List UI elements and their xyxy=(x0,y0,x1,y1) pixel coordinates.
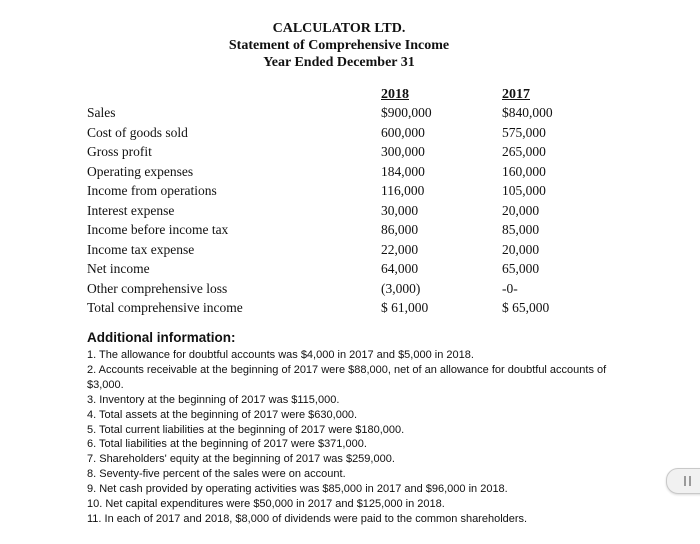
additional-info-list xyxy=(87,348,632,527)
value-2018: $900,000 xyxy=(381,105,432,120)
additional-info-title: Additional information: xyxy=(87,330,236,345)
list-item: 9. Net cash provided by operating activities was $85,000 in 2017 and $96,000 in 2018. xyxy=(87,483,508,496)
value-2018: 64,000 xyxy=(381,261,419,276)
table-row xyxy=(0,164,700,183)
column-header-2018: 2018 xyxy=(381,87,409,102)
row-label: Interest expense xyxy=(87,202,175,218)
table-row xyxy=(0,125,700,144)
value-2018: 300,000 xyxy=(381,144,425,159)
list-item: 6. Total liabilities at the beginning of 2017 were $371,000. xyxy=(87,438,367,451)
list-item: 8. Seventy-five percent of the sales were on account. xyxy=(87,468,346,481)
value-2017: 20,000 xyxy=(502,241,540,257)
value-2017: $840,000 xyxy=(502,105,553,120)
table-row xyxy=(0,144,700,163)
row-label: Operating expenses xyxy=(87,163,194,179)
column-header-2017: 2017 xyxy=(502,87,530,102)
row-label: Income from operations xyxy=(87,183,217,198)
table-row xyxy=(0,183,700,202)
value-2017: 65,000 xyxy=(502,261,540,276)
row-label: Cost of goods sold xyxy=(87,124,188,140)
row-label: Gross profit xyxy=(87,144,152,159)
value-2017: 265,000 xyxy=(502,144,546,159)
value-2018: (3,000) xyxy=(381,280,421,296)
handle-bar-right xyxy=(689,476,691,486)
row-label: Other comprehensive loss xyxy=(87,280,228,296)
list-item: 5. Total current liabilities at the beginning of 2017 were $180,000. xyxy=(87,423,405,436)
value-2018: 30,000 xyxy=(381,202,419,218)
table-row xyxy=(0,222,700,241)
value-2018: 86,000 xyxy=(381,222,419,237)
pause-handle-icon[interactable] xyxy=(666,468,700,494)
value-2017: 160,000 xyxy=(502,163,546,179)
value-2018: $ 61,000 xyxy=(381,300,429,315)
row-label: Income before income tax xyxy=(87,222,229,237)
row-label: Income tax expense xyxy=(87,241,195,257)
handle-bar-left xyxy=(684,476,686,486)
statement-title: Statement of Comprehensive Income xyxy=(228,38,450,53)
row-label: Total comprehensive income xyxy=(87,300,243,315)
value-2017: $ 65,000 xyxy=(502,300,550,315)
list-item: 3. Inventory at the beginning of 2017 was $115,000. xyxy=(87,393,340,406)
table-row xyxy=(0,203,700,222)
list-item: 7. Shareholders' equity at the beginning of 2017 was $259,000. xyxy=(87,453,395,466)
list-item: 4. Total assets at the beginning of 2017 were $630,000. xyxy=(87,408,358,421)
list-item: 11. In each of 2017 and 2018, $8,000 of dividends were paid to the common shareholders. xyxy=(87,512,528,525)
company-name: CALCULATOR LTD. xyxy=(272,21,406,36)
table-row xyxy=(0,105,700,124)
table-row xyxy=(0,242,700,261)
value-2017: -0- xyxy=(502,280,518,296)
row-label: Sales xyxy=(87,105,116,120)
list-item: 2. Accounts receivable at the beginning of 2017 were $88,000, net of an allowance for doubtful accounts of $3,000. xyxy=(87,363,607,391)
value-2018: 184,000 xyxy=(381,163,425,179)
list-item: 10. Net capital expenditures were $50,000 in 2017 and $125,000 in 2018. xyxy=(87,498,445,511)
value-2018: 600,000 xyxy=(381,124,425,140)
table-row xyxy=(0,261,700,280)
value-2017: 105,000 xyxy=(502,183,546,198)
statement-period: Year Ended December 31 xyxy=(263,55,415,70)
list-item: 1. The allowance for doubtful accounts was $4,000 in 2017 and $5,000 in 2018. xyxy=(87,349,474,361)
table-row xyxy=(0,300,700,319)
value-2017: 20,000 xyxy=(502,202,540,218)
row-label: Net income xyxy=(87,261,150,276)
table-row xyxy=(0,281,700,300)
value-2017: 85,000 xyxy=(502,222,540,237)
value-2018: 22,000 xyxy=(381,241,419,257)
value-2018: 116,000 xyxy=(381,183,425,198)
value-2017: 575,000 xyxy=(502,124,546,140)
